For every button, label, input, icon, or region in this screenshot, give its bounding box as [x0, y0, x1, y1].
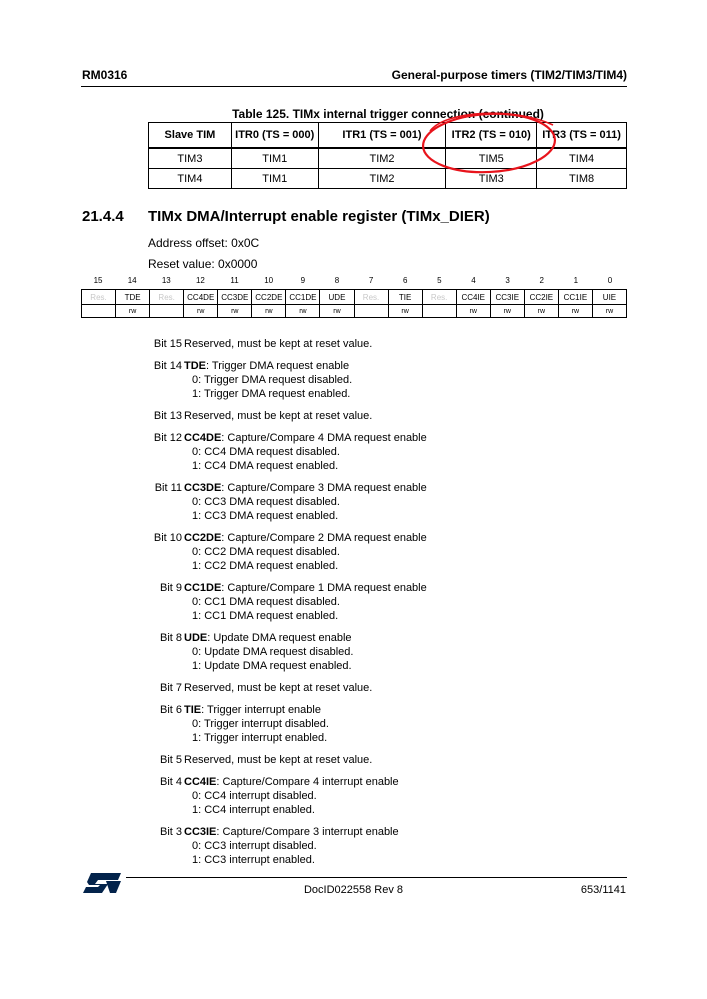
bit-desc-line	[184, 581, 618, 595]
register-access-cell: rw	[218, 305, 252, 318]
register-field-cell: Res.	[354, 290, 388, 305]
bit-desc-line	[184, 753, 618, 767]
header-rule	[81, 86, 627, 87]
register-access-cell	[82, 305, 116, 318]
register-access-row	[82, 305, 627, 318]
bit-option: 0: CC3 interrupt disabled.	[192, 840, 317, 852]
bit-label: Bit 9	[159, 582, 182, 594]
register-access-cell: rw	[320, 305, 354, 318]
register-access-cell: rw	[184, 305, 218, 318]
register-field-cell: Res.	[150, 290, 184, 305]
bit-desc-line	[184, 631, 618, 645]
bit-option: 1: CC4 interrupt enabled.	[192, 804, 315, 816]
bit-field-name: CC1DE	[184, 582, 222, 594]
bit-field-name: CC4DE	[184, 432, 222, 444]
register-field-cell: CC1DE	[286, 290, 320, 305]
bit-desc-line	[184, 703, 618, 717]
bit-desc-line	[184, 481, 618, 495]
bit-number: 10	[264, 276, 274, 285]
bit-number: 15	[93, 276, 103, 285]
bit-number: 13	[161, 276, 171, 285]
register-field-cell: UDE	[320, 290, 354, 305]
bit-label: Bit 14	[153, 360, 182, 372]
section-number: 21.4.4	[82, 208, 124, 225]
register-access-cell	[150, 305, 184, 318]
footer-page-number: 653/1141	[580, 884, 626, 896]
table-header-cell: ITR0 (TS = 000)	[231, 123, 318, 149]
bit-desc-line	[184, 409, 618, 423]
bit-desc-text: Reserved, must be kept at reset value.	[184, 410, 373, 422]
table-cell: TIM4	[537, 148, 627, 169]
bit-field-name: TIE	[184, 704, 202, 716]
bit-desc-line	[184, 359, 618, 373]
register-field-cell: CC3IE	[490, 290, 524, 305]
bit-content	[184, 631, 618, 673]
bit-field-name: CC3IE	[184, 826, 217, 838]
table-cell: TIM2	[318, 148, 446, 169]
header-doc-code: RM0316	[82, 68, 128, 82]
register-access-cell: rw	[524, 305, 558, 318]
table-cell: TIM3	[149, 148, 232, 169]
bit-description	[148, 409, 618, 423]
bit-number: 3	[505, 276, 510, 285]
bit-desc-text: : Capture/Compare 3 DMA request enable	[221, 482, 427, 494]
bit-content	[184, 703, 618, 745]
bit-desc-text: : Capture/Compare 4 DMA request enable	[221, 432, 427, 444]
bit-desc-text: Reserved, must be kept at reset value.	[184, 682, 373, 694]
register-access-cell	[422, 305, 456, 318]
header-chapter-title: General-purpose timers (TIM2/TIM3/TIM4)	[391, 68, 627, 82]
register-access-cell: rw	[592, 305, 626, 318]
bit-desc-line	[184, 531, 618, 545]
register-field-cell: Res.	[82, 290, 116, 305]
register-access-cell: rw	[388, 305, 422, 318]
bit-label: Bit 8	[159, 632, 182, 644]
bit-option: 0: Trigger DMA request disabled.	[192, 374, 353, 386]
register-field-cell: CC1IE	[558, 290, 592, 305]
bit-content	[184, 409, 618, 423]
bit-desc-text: : Trigger DMA request enable	[206, 360, 350, 372]
bit-content	[184, 775, 618, 817]
register-field-cell: Res.	[422, 290, 456, 305]
bit-content	[184, 531, 618, 573]
register-access-cell: rw	[558, 305, 592, 318]
register-field-cell: CC2IE	[524, 290, 558, 305]
bit-content	[184, 481, 618, 523]
bit-content	[184, 359, 618, 401]
bit-field-name: CC2DE	[184, 532, 222, 544]
table-cell: TIM3	[446, 169, 537, 189]
bit-label: Bit 3	[159, 826, 182, 838]
register-access-cell: rw	[456, 305, 490, 318]
register-field-cell: TIE	[388, 290, 422, 305]
bit-desc-text: : Capture/Compare 2 DMA request enable	[221, 532, 427, 544]
bit-number: 11	[230, 276, 239, 285]
table-header-cell: Slave TIM	[149, 123, 232, 149]
trigger-connection-table	[148, 122, 627, 189]
bit-field-name: TDE	[184, 360, 206, 372]
reset-value: Reset value: 0x0000	[148, 257, 258, 271]
bit-number: 2	[539, 276, 544, 285]
register-field-cell: UIE	[592, 290, 626, 305]
bit-description	[148, 481, 618, 523]
bit-label: Bit 13	[153, 410, 182, 422]
register-field-cell: CC3DE	[218, 290, 252, 305]
bit-option: 1: Trigger interrupt enabled.	[192, 732, 328, 744]
table-row	[149, 148, 627, 169]
register-field-row	[82, 290, 627, 305]
table-cell: TIM2	[318, 169, 446, 189]
bit-option: 1: Update DMA request enabled.	[192, 660, 352, 672]
bit-field-name: CC4IE	[184, 776, 217, 788]
bit-label: Bit 11	[154, 482, 182, 494]
register-field-cell: TDE	[116, 290, 150, 305]
bit-desc-text: : Capture/Compare 4 interrupt enable	[216, 776, 399, 788]
bit-label: Bit 7	[159, 682, 182, 694]
bit-number: 4	[471, 276, 476, 285]
table-title: Table 125. TIMx internal trigger connection (continued)	[232, 107, 544, 121]
bit-description	[148, 681, 618, 695]
bit-option: 1: CC4 DMA request enabled.	[192, 460, 339, 472]
table-row	[149, 169, 627, 189]
register-layout-table	[81, 289, 627, 318]
bit-field-name: UDE	[184, 632, 208, 644]
table-cell: TIM8	[537, 169, 627, 189]
register-access-cell	[354, 305, 388, 318]
bit-option: 0: CC4 DMA request disabled.	[192, 446, 340, 458]
bit-option: 0: CC4 interrupt disabled.	[192, 790, 317, 802]
bit-number: 5	[437, 276, 442, 285]
bit-desc-line	[184, 681, 618, 695]
register-field-cell: CC4IE	[456, 290, 490, 305]
bit-number: 14	[127, 276, 137, 285]
bit-number: 1	[573, 276, 579, 285]
register-access-cell: rw	[252, 305, 286, 318]
bit-number: 0	[607, 276, 613, 285]
bit-description	[148, 581, 618, 623]
bit-option: 1: Trigger DMA request enabled.	[192, 388, 351, 400]
bit-desc-text: Reserved, must be kept at reset value.	[184, 338, 373, 350]
table-header-cell: ITR2 (TS = 010)	[446, 123, 537, 149]
bit-desc-line	[184, 431, 618, 445]
bit-field-name: CC3DE	[184, 482, 222, 494]
bit-desc-line	[184, 337, 618, 351]
bit-description	[148, 531, 618, 573]
bit-option: 0: CC2 DMA request disabled.	[192, 546, 340, 558]
bit-content	[184, 581, 618, 623]
bit-desc-text: : Trigger interrupt enable	[201, 704, 321, 716]
register-field-cell: CC4DE	[184, 290, 218, 305]
table-header-cell: ITR1 (TS = 001)	[318, 123, 446, 149]
table-cell: TIM4	[149, 169, 232, 189]
bit-description	[148, 775, 618, 817]
bit-label: Bit 6	[159, 704, 182, 716]
section-title: TIMx DMA/Interrupt enable register (TIMx_DIER)	[148, 208, 490, 225]
bit-label: Bit 4	[159, 776, 182, 788]
bit-option: 0: CC1 DMA request disabled.	[192, 596, 340, 608]
bit-content	[184, 753, 618, 767]
bit-description	[148, 703, 618, 745]
address-offset: Address offset: 0x0C	[148, 236, 260, 250]
bit-description-list	[148, 337, 618, 875]
footer-doc-id: DocID022558 Rev 8	[303, 884, 404, 896]
register-field-cell: CC2DE	[252, 290, 286, 305]
table-cell: TIM1	[231, 169, 318, 189]
table-header-cell: ITR3 (TS = 011)	[537, 123, 627, 149]
bit-desc-text: : Capture/Compare 3 interrupt enable	[216, 826, 399, 838]
bit-number: 7	[368, 276, 374, 285]
bit-description	[148, 631, 618, 673]
register-bit-numbers	[81, 276, 627, 288]
bit-number: 12	[195, 276, 205, 285]
bit-option: 0: CC3 DMA request disabled.	[192, 496, 340, 508]
bit-label: Bit 15	[153, 338, 182, 350]
register-access-cell: rw	[490, 305, 524, 318]
register-access-cell: rw	[116, 305, 150, 318]
bit-label: Bit 5	[159, 754, 182, 766]
footer-rule	[126, 877, 627, 878]
bit-number: 6	[402, 276, 408, 285]
bit-content	[184, 337, 618, 351]
bit-option: 1: CC3 interrupt enabled.	[192, 854, 315, 866]
bit-number: 9	[300, 276, 306, 285]
bit-option: 0: Trigger interrupt disabled.	[192, 718, 329, 730]
bit-description	[148, 337, 618, 351]
bit-label: Bit 10	[153, 532, 182, 544]
bit-content	[184, 825, 618, 867]
table-cell: TIM5	[446, 148, 537, 169]
bit-content	[184, 681, 618, 695]
bit-description	[148, 825, 618, 867]
bit-description	[148, 359, 618, 401]
bit-desc-text: Reserved, must be kept at reset value.	[184, 754, 373, 766]
table-cell: TIM1	[231, 148, 318, 169]
bit-option: 1: CC2 DMA request enabled.	[192, 560, 339, 572]
bit-description	[148, 753, 618, 767]
bit-content	[184, 431, 618, 473]
bit-option: 1: CC1 DMA request enabled.	[192, 610, 339, 622]
bit-number: 8	[334, 276, 340, 285]
bit-label: Bit 12	[153, 432, 182, 444]
bit-description	[148, 431, 618, 473]
bit-desc-text: : Capture/Compare 1 DMA request enable	[221, 582, 427, 594]
bit-option: 1: CC3 DMA request enabled.	[192, 510, 339, 522]
bit-option: 0: Update DMA request disabled.	[192, 646, 354, 658]
bit-desc-text: : Update DMA request enable	[207, 632, 352, 644]
bit-desc-line	[184, 775, 618, 789]
register-access-cell: rw	[286, 305, 320, 318]
bit-desc-line	[184, 825, 618, 839]
